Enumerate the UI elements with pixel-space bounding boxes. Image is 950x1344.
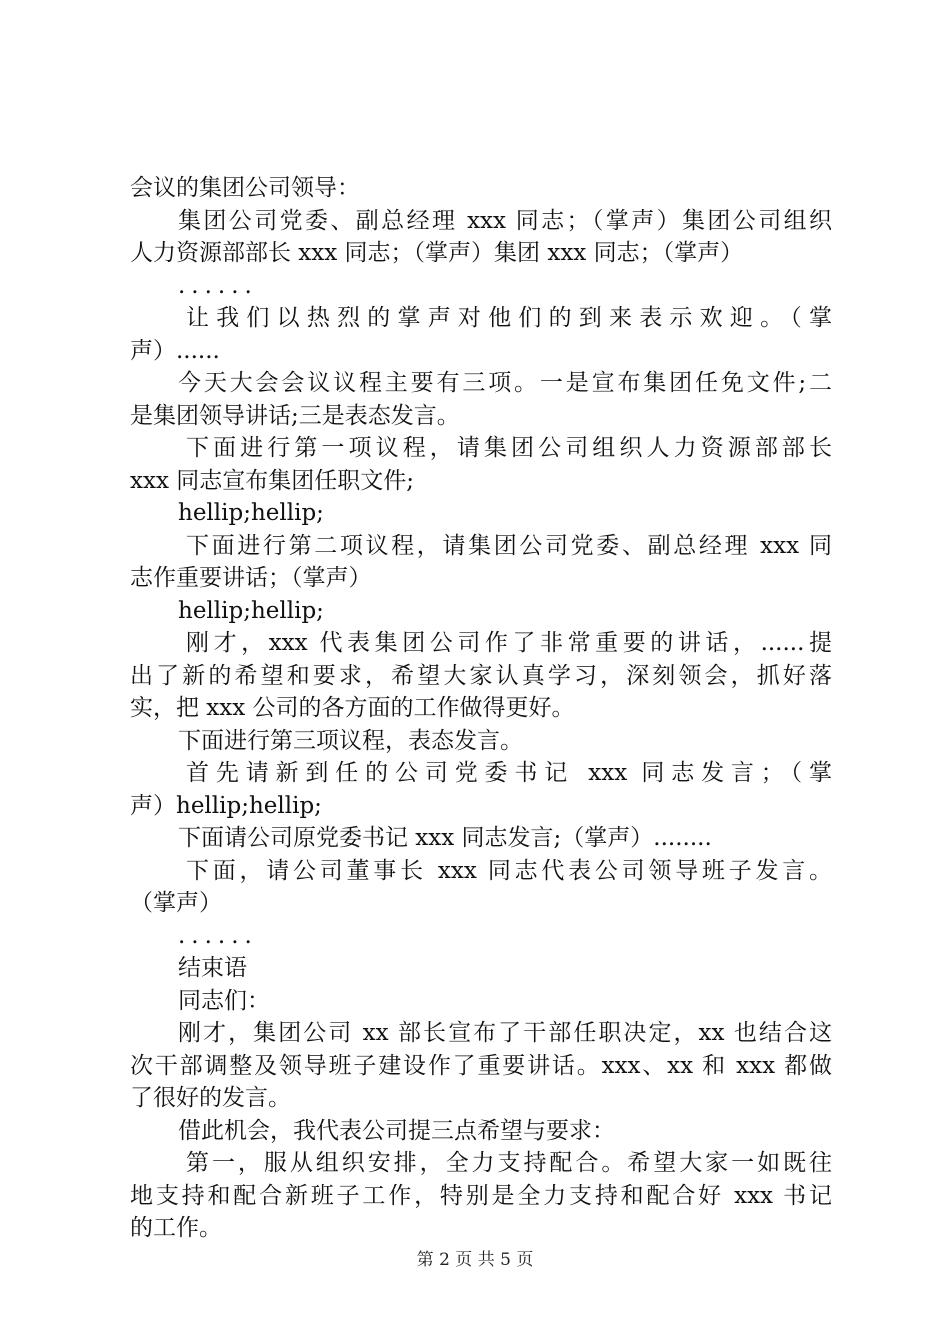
document-line: ...... xyxy=(178,272,258,299)
document-line: 声）...... xyxy=(130,337,220,364)
page-footer: 第 2 页 共 5 页 xyxy=(416,1250,534,1270)
document-line: 了很好的发言。 xyxy=(130,1085,291,1111)
document-line: hellip;hellip; xyxy=(178,500,324,526)
document-line: 下面进行第二项议程，请集团公司党委、副总经理 xxx 同 xyxy=(186,532,832,559)
document-line: 次干部调整及领导班子建设作了重要讲话。xxx、xx 和 xxx 都做 xyxy=(130,1052,832,1079)
document-line: 借此机会，我代表公司提三点希望与要求： xyxy=(178,1117,615,1144)
document-line: 今天大会会议议程主要有三项。一是宣布集团任免文件;二 xyxy=(178,370,832,396)
document-line: 下面请公司原党委书记 xxx 同志发言;（掌声）........ xyxy=(178,825,712,851)
document-line: 实，把 xxx 公司的各方面的工作做得更好。 xyxy=(130,695,575,721)
document-line: 刚才，xxx 代表集团公司作了非常重要的讲话，......提 xyxy=(186,630,832,656)
document-line: hellip;hellip; xyxy=(178,597,324,624)
document-line: （掌声） xyxy=(130,890,222,916)
document-line: 出了新的希望和要求，希望大家认真学习，深刻领会，抓好落 xyxy=(130,662,832,689)
document-line: 让我们以热烈的掌声对他们的到来表示欢迎。（掌 xyxy=(186,305,832,331)
document-line: 下面进行第一项议程，请集团公司组织人力资源部部长 xyxy=(186,435,832,461)
document-line: 集团公司党委、副总经理 xxx 同志；（掌声）集团公司组织 xyxy=(178,207,832,234)
document-line: 的工作。 xyxy=(130,1215,222,1241)
document-line: 刚才，集团公司 xx 部长宣布了干部任职决定，xx 也结合这 xyxy=(178,1020,832,1046)
document-line: 第一，服从组织安排，全力支持配合。希望大家一如既往 xyxy=(186,1150,832,1176)
document-line: 下面，请公司董事长 xxx 同志代表公司领导班子发言。 xyxy=(186,857,832,884)
document-line: 地支持和配合新班子工作，特别是全力支持和配合好 xxx 书记 xyxy=(130,1182,832,1209)
document-line: xxx 同志宣布集团任职文件; xyxy=(130,467,414,494)
document-line: 同志们： xyxy=(178,987,270,1014)
document-line: 是集团领导讲话;三是表态发言。 xyxy=(130,402,460,429)
document-line: 首先请新到任的公司党委书记 xxx 同志发言；（掌 xyxy=(186,760,832,786)
document-line: ...... xyxy=(178,922,258,949)
document-line: 声）hellip;hellip; xyxy=(130,792,322,819)
document-body xyxy=(130,172,832,1245)
document-line: 下面进行第三项议程，表态发言。 xyxy=(178,727,523,754)
document-line: 结束语 xyxy=(178,955,247,981)
document-line: 会议的集团公司领导： xyxy=(130,175,360,201)
document-line: 人力资源部部长 xxx 同志；（掌声）集团 xxx 同志；（掌声） xyxy=(130,240,744,266)
document-line: 志作重要讲话；（掌声） xyxy=(130,565,372,591)
